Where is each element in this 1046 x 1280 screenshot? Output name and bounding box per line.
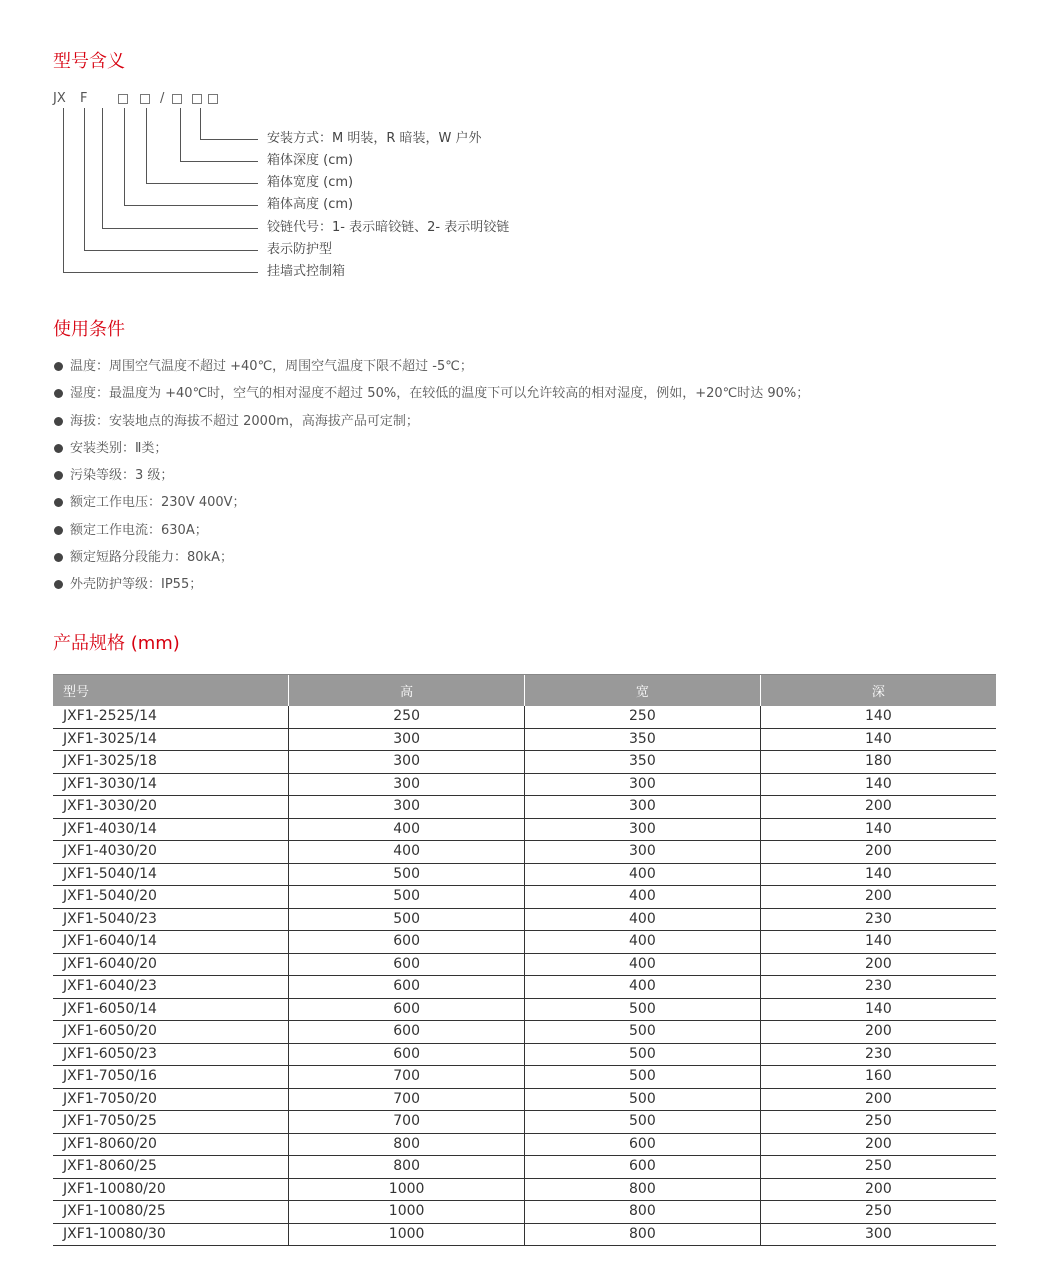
- cell-width: 300: [525, 773, 761, 796]
- connector-f-v: [84, 108, 85, 250]
- table-row: [53, 751, 996, 774]
- cell-depth: 200: [760, 886, 996, 909]
- cell-width: 500: [525, 1021, 761, 1044]
- model-code-diagram: [0, 0, 600, 290]
- cell-width: 300: [525, 796, 761, 819]
- header-depth: 深: [760, 675, 996, 707]
- table-row: [53, 1156, 996, 1179]
- cell-depth: 230: [760, 976, 996, 999]
- table-row: [53, 1133, 996, 1156]
- cell-width: 500: [525, 1066, 761, 1089]
- connector-depth-v: [180, 108, 181, 161]
- legend-depth: 箱体深度 (cm): [267, 153, 354, 168]
- table-row: [53, 886, 996, 909]
- cell-width: 250: [525, 706, 761, 728]
- cell-model: JXF1-7050/20: [53, 1088, 289, 1111]
- cell-width: 350: [525, 728, 761, 751]
- bullet-icon: [54, 362, 63, 371]
- bullet-icon: [54, 498, 63, 507]
- legend-wall-box: 挂墙式控制箱: [267, 264, 346, 279]
- table-row: [53, 1021, 996, 1044]
- table-header-row: [53, 675, 996, 707]
- cell-model: JXF1-5040/20: [53, 886, 289, 909]
- code-slash: /: [160, 91, 165, 106]
- cell-model: JXF1-4030/14: [53, 818, 289, 841]
- cell-height: 600: [289, 1043, 525, 1066]
- cell-height: 1000: [289, 1223, 525, 1246]
- section-title-model-meaning: 型号含义: [53, 51, 125, 72]
- cell-width: 400: [525, 863, 761, 886]
- legend-hinge: 铰链代号：1- 表示暗铰链、2- 表示明铰链: [267, 220, 510, 235]
- cell-width: 300: [525, 841, 761, 864]
- cell-depth: 140: [760, 818, 996, 841]
- cell-height: 700: [289, 1066, 525, 1089]
- cell-model: JXF1-8060/25: [53, 1156, 289, 1179]
- connector-height-v: [124, 108, 125, 205]
- cell-width: 350: [525, 751, 761, 774]
- connector-jx-h: [63, 272, 258, 273]
- cell-depth: 140: [760, 998, 996, 1021]
- connector-f-h: [84, 250, 258, 251]
- cell-depth: 140: [760, 728, 996, 751]
- cell-depth: 140: [760, 931, 996, 954]
- cell-model: JXF1-6040/14: [53, 931, 289, 954]
- cell-width: 400: [525, 976, 761, 999]
- bullet-icon: [54, 580, 63, 589]
- cell-model: JXF1-3025/14: [53, 728, 289, 751]
- cell-model: JXF1-4030/20: [53, 841, 289, 864]
- cell-height: 250: [289, 706, 525, 728]
- code-box-height: [140, 94, 150, 104]
- connector-height-h: [124, 205, 258, 206]
- bullet-icon: [54, 526, 63, 535]
- header-height: 高: [289, 675, 525, 707]
- cell-model: JXF1-10080/25: [53, 1201, 289, 1224]
- cell-depth: 200: [760, 1178, 996, 1201]
- cell-width: 500: [525, 998, 761, 1021]
- bullet-icon: [54, 471, 63, 480]
- cell-height: 600: [289, 931, 525, 954]
- cell-width: 600: [525, 1133, 761, 1156]
- table-row: [53, 953, 996, 976]
- cell-model: JXF1-5040/14: [53, 863, 289, 886]
- table-row: [53, 1201, 996, 1224]
- cell-width: 400: [525, 953, 761, 976]
- cell-height: 1000: [289, 1201, 525, 1224]
- code-box-depth: [192, 94, 202, 104]
- cell-model: JXF1-6040/20: [53, 953, 289, 976]
- list-item: 污染等级：3 级；: [53, 467, 809, 494]
- header-width: 宽: [525, 675, 761, 707]
- cell-model: JXF1-3030/14: [53, 773, 289, 796]
- conditions-list: [53, 358, 809, 604]
- cell-depth: 180: [760, 751, 996, 774]
- table-row: [53, 976, 996, 999]
- cell-model: JXF1-3025/18: [53, 751, 289, 774]
- cell-depth: 230: [760, 1043, 996, 1066]
- table-body: [53, 706, 996, 1246]
- connector-jx-v: [63, 108, 64, 272]
- bullet-icon: [54, 389, 63, 398]
- cell-model: JXF1-3030/20: [53, 796, 289, 819]
- list-item: 安装类别：Ⅱ类；: [53, 440, 809, 467]
- cell-model: JXF1-10080/30: [53, 1223, 289, 1246]
- table-row: [53, 728, 996, 751]
- table-row: [53, 1178, 996, 1201]
- list-item: 额定工作电流：630A；: [53, 522, 809, 549]
- cell-width: 400: [525, 886, 761, 909]
- cell-model: JXF1-6050/23: [53, 1043, 289, 1066]
- cell-depth: 140: [760, 863, 996, 886]
- cell-model: JXF1-6050/20: [53, 1021, 289, 1044]
- code-jx: JX: [53, 91, 66, 106]
- list-item: 海拔：安装地点的海拔不超过 2000m，高海拔产品可定制；: [53, 413, 809, 440]
- cell-height: 600: [289, 953, 525, 976]
- cell-width: 500: [525, 1088, 761, 1111]
- table-row: [53, 818, 996, 841]
- cell-height: 500: [289, 886, 525, 909]
- cell-width: 300: [525, 818, 761, 841]
- cell-depth: 140: [760, 706, 996, 728]
- list-item: 外壳防护等级：IP55；: [53, 576, 809, 603]
- cell-height: 300: [289, 728, 525, 751]
- cell-height: 800: [289, 1133, 525, 1156]
- cell-height: 600: [289, 1021, 525, 1044]
- legend-protection: 表示防护型: [267, 242, 333, 257]
- connector-width-h: [146, 183, 258, 184]
- cell-depth: 200: [760, 796, 996, 819]
- code-f: F: [80, 91, 88, 106]
- table-row: [53, 908, 996, 931]
- cell-width: 400: [525, 908, 761, 931]
- cell-model: JXF1-6050/14: [53, 998, 289, 1021]
- cell-height: 700: [289, 1111, 525, 1134]
- cell-depth: 250: [760, 1201, 996, 1224]
- table-row: [53, 773, 996, 796]
- list-item: 额定工作电压：230V 400V；: [53, 494, 809, 521]
- cell-width: 500: [525, 1111, 761, 1134]
- cell-depth: 200: [760, 953, 996, 976]
- cell-height: 600: [289, 998, 525, 1021]
- cell-depth: 250: [760, 1156, 996, 1179]
- cell-width: 800: [525, 1223, 761, 1246]
- table-row: [53, 1066, 996, 1089]
- table-row: [53, 841, 996, 864]
- cell-depth: 250: [760, 1111, 996, 1134]
- legend-width: 箱体宽度 (cm): [267, 175, 354, 190]
- cell-height: 600: [289, 976, 525, 999]
- cell-depth: 200: [760, 841, 996, 864]
- table-row: [53, 998, 996, 1021]
- section-title-conditions: 使用条件: [53, 319, 125, 340]
- header-model: 型号: [53, 675, 289, 707]
- cell-width: 600: [525, 1156, 761, 1179]
- cell-height: 400: [289, 818, 525, 841]
- connector-hinge-h: [102, 228, 258, 229]
- cell-width: 400: [525, 931, 761, 954]
- table-row: [53, 1223, 996, 1246]
- cell-height: 500: [289, 863, 525, 886]
- cell-depth: 140: [760, 773, 996, 796]
- list-item: 温度：周围空气温度不超过 +40℃，周围空气温度下限不超过 -5℃；: [53, 358, 809, 385]
- cell-model: JXF1-6040/23: [53, 976, 289, 999]
- legend-height: 箱体高度 (cm): [267, 197, 354, 212]
- cell-height: 500: [289, 908, 525, 931]
- list-item: 额定短路分段能力：80kA；: [53, 549, 809, 576]
- table-row: [53, 1088, 996, 1111]
- cell-depth: 200: [760, 1133, 996, 1156]
- table-row: [53, 931, 996, 954]
- connector-install-h: [200, 139, 258, 140]
- cell-depth: 160: [760, 1066, 996, 1089]
- table-row: [53, 863, 996, 886]
- code-box-width: [172, 94, 182, 104]
- cell-height: 800: [289, 1156, 525, 1179]
- list-item: 湿度：最温度为 +40℃时，空气的相对湿度不超过 50%，在较低的温度下可以允许较高的相对湿度，例如，+20℃时达 90%；: [53, 385, 809, 412]
- connector-depth-h: [180, 161, 258, 162]
- code-box-hinge: [118, 94, 128, 104]
- connector-install-v: [200, 108, 201, 139]
- section-title-specs: 产品规格 (mm): [53, 633, 180, 654]
- bullet-icon: [54, 553, 63, 562]
- cell-height: 300: [289, 773, 525, 796]
- cell-model: JXF1-7050/16: [53, 1066, 289, 1089]
- cell-model: JXF1-5040/23: [53, 908, 289, 931]
- cell-depth: 230: [760, 908, 996, 931]
- table-row: [53, 1111, 996, 1134]
- bullet-icon: [54, 417, 63, 426]
- cell-width: 800: [525, 1201, 761, 1224]
- connector-width-v: [146, 108, 147, 183]
- cell-height: 300: [289, 796, 525, 819]
- table-row: [53, 706, 996, 728]
- cell-height: 400: [289, 841, 525, 864]
- legend-install-type: 安装方式：M 明装，R 暗装，W 户外: [267, 131, 482, 146]
- cell-depth: 200: [760, 1021, 996, 1044]
- table-row: [53, 796, 996, 819]
- code-box-install: [208, 94, 218, 104]
- cell-depth: 300: [760, 1223, 996, 1246]
- cell-height: 1000: [289, 1178, 525, 1201]
- bullet-icon: [54, 444, 63, 453]
- spec-table: [53, 674, 996, 1246]
- cell-height: 300: [289, 751, 525, 774]
- cell-width: 500: [525, 1043, 761, 1066]
- cell-model: JXF1-8060/20: [53, 1133, 289, 1156]
- cell-model: JXF1-7050/25: [53, 1111, 289, 1134]
- connector-hinge-v: [102, 108, 103, 228]
- cell-depth: 200: [760, 1088, 996, 1111]
- table-row: [53, 1043, 996, 1066]
- cell-model: JXF1-2525/14: [53, 706, 289, 728]
- cell-width: 800: [525, 1178, 761, 1201]
- cell-model: JXF1-10080/20: [53, 1178, 289, 1201]
- cell-height: 700: [289, 1088, 525, 1111]
